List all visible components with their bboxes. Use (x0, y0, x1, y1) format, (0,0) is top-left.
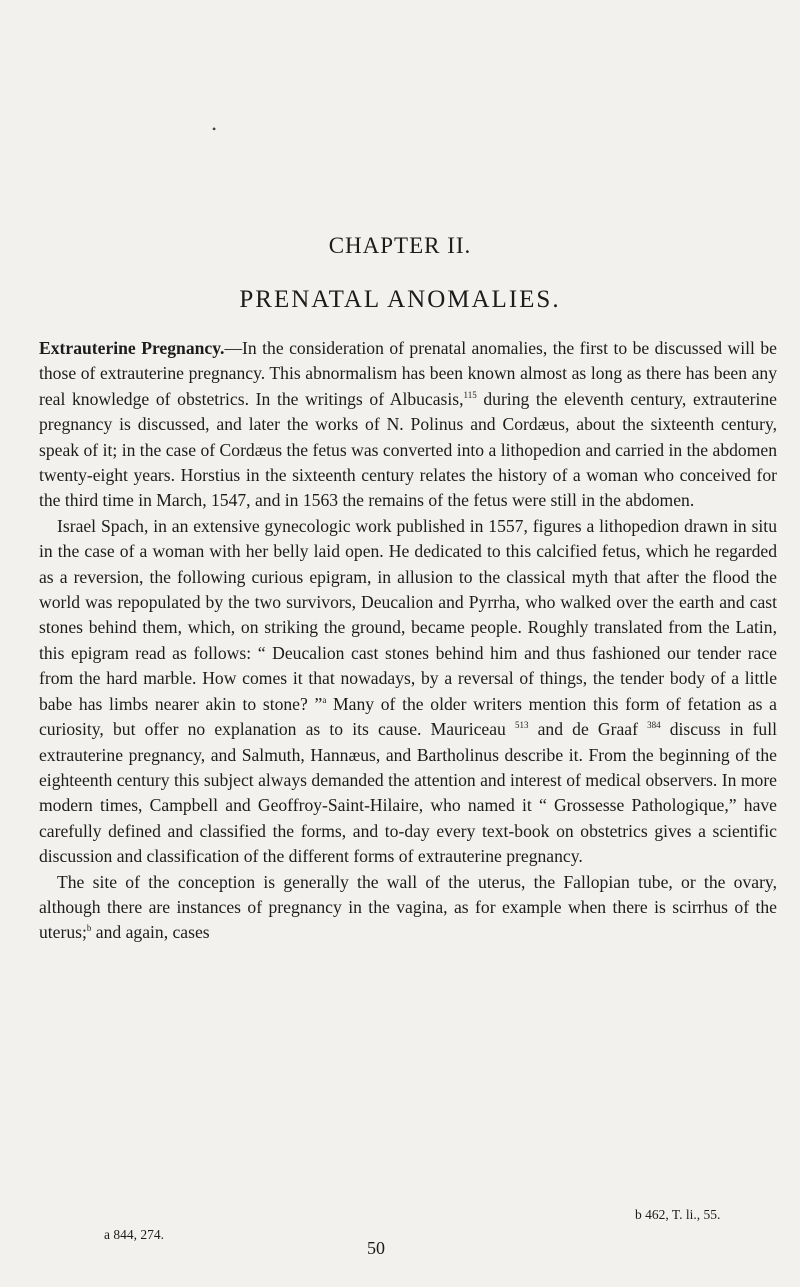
paragraph-text: —In the consideration of prenatal anomalies, the first to be discussed will be those of extrauterine pregnancy. This abnormalism has been known almost as long as there has been any real knowledge of obstetrics. In the writings of Albucasis, (39, 338, 777, 409)
paragraph-text: and de Graaf (528, 719, 648, 740)
page-number: 50 (367, 1238, 385, 1258)
footnote-marker: b (86, 923, 92, 934)
paragraph-1 (39, 336, 777, 514)
paragraph-text: during the eleventh century, extrauterine pregnancy is discussed, and later the works of N. Polinus and Cordæus, about the sixteenth century, speak of it; in the case of Cordæus the fetus was converted into a lithopedion and carried in the abdomen twenty-eight years. Horstius in the sixteenth century relates the history of a woman who conceived for the third time in March, 1547, and in 1563 the remains of the fetus were still in the abdomen. (39, 388, 777, 511)
body-text (39, 336, 777, 946)
paragraph-3 (39, 870, 777, 946)
reference-number: 384 (647, 720, 661, 731)
paragraph-text: The site of the conception is generally the wall of the uterus, the Fallopian tube, or the ovary, although there are instances of pregnancy in the vagina, as for example when there is scirrhus of the uterus; (39, 871, 777, 943)
chapter-title: PRENATAL ANOMALIES. (239, 286, 561, 313)
scan-mark: • (212, 122, 217, 136)
paragraph-text: Many of the older writers mention this form of fetation as a curiosity, but offer no explanation as to its cause. Mauriceau (39, 693, 777, 740)
section-heading: Extrauterine Pregnancy. (39, 338, 225, 358)
reference-number: 513 (514, 720, 529, 731)
footnote-b: b 462, T. li., 55. (635, 1207, 721, 1222)
paragraph-text: and again, cases (91, 922, 210, 943)
paragraph-text: discuss in full extrauterine pregnancy, and Salmuth, Hannæus, and Bartholinus describe it. From the beginning of the eighteenth century this subject always demanded the attention and interest of medical observers. In more modern times, Campbell and Geoffroy-Saint-Hilaire, who named it “ Grossesse Pathologique,” have carefully defined and classified the forms, and to-day every text-book on obstetrics gives a scientific discussion and classification of the different forms of extrauterine pregnancy. (39, 719, 777, 867)
paragraph-text: Israel Spach, in an extensive gynecologic work published in 1557, figures a lithopedion drawn in situ in the case of a woman with her belly laid open. He dedicated to this calcified fetus, which he regarded as a reversion, the following curious epigram, in allusion to the classical myth that after the flood the world was repopulated by the two survivors, Deucalion and Pyrrha, who walked over the earth and cast stones behind them, which, on striking the ground, became people. Roughly translated from the Latin, this epigram read as follows: “ Deucalion cast stones behind him and thus fashioned our tender race from the hard marble. How comes it that nowadays, by a reversal of things, the tender body of a little babe has limbs nearer akin to stone? ” (39, 515, 777, 714)
reference-number: 115 (463, 389, 477, 400)
chapter-label: CHAPTER II. (328, 233, 472, 258)
paragraph-2 (39, 514, 777, 870)
footnote-a: a 844, 274. (104, 1227, 164, 1242)
footnote-marker: a (322, 694, 327, 705)
